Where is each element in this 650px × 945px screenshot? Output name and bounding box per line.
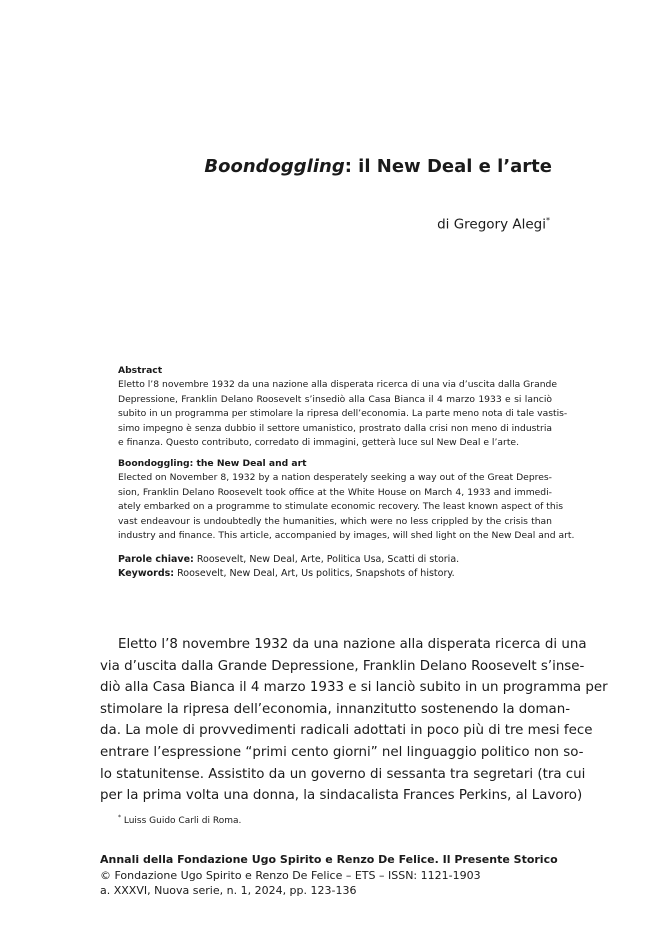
copyright-line: © Fondazione Ugo Spirito e Renzo De Felice – ETS – ISSN: 1121-1903 (100, 868, 481, 882)
abstract-heading: Abstract (118, 365, 163, 376)
keywords-en-value: Roosevelt, New Deal, Art, Us politics, Snapshots of history. (174, 568, 455, 579)
keywords-it-value: Roosevelt, New Deal, Arte, Politica Usa, Scatti di storia. (193, 554, 460, 565)
body-line: diò alla Casa Bianca il 4 marzo 1933 e si lanciò subito in un programma per (100, 680, 608, 696)
article-title (100, 156, 552, 177)
footnote-mark: * (118, 814, 121, 821)
body-line: per la prima volta una donna, la sindacalista Frances Perkins, al Lavoro) (100, 788, 583, 804)
page-footer (100, 852, 560, 899)
abstract-line: subito in un programma per stimolare la ripresa dell’economia. La parte meno nota di tale vastis- (118, 408, 568, 420)
abstract-line: simo impegno è senza dubbio il settore umanistico, prostrato dalla crisi non meno di industria (118, 422, 552, 434)
footnote (118, 814, 241, 826)
abstract-line: e finanza. Questo contributo, corredato di immagini, getterà luce sul New Deal e l’arte. (118, 437, 519, 449)
abstract-en-line: sion, Franklin Delano Roosevelt took office at the White House on March 4, 1933 and immedi- (118, 486, 552, 498)
body-line: stimolare la ripresa dell’economia, innanzitutto sostenendo la doman- (100, 701, 571, 717)
footnote-text: Luiss Guido Carli di Roma. (121, 816, 242, 826)
body-text (100, 634, 608, 807)
author-name: di Gregory Alegi (437, 216, 546, 233)
issue-line: a. XXXVI, Nuova serie, n. 1, 2024, pp. 123-136 (100, 884, 357, 897)
abstract-italian (118, 364, 568, 450)
keywords-it-label: Parole chiave: (118, 554, 194, 565)
journal-name: Annali della Fondazione Ugo Spirito e Renzo De Felice. Il Presente Storico (100, 853, 558, 866)
abstract-en-line: industry and finance. This article, accompanied by images, will shed light on the New Deal and art. (118, 530, 575, 542)
title-italic: Boondoggling (204, 156, 345, 177)
body-line: da. La mole di provvedimenti radicali adottati in poco più di tre mesi fece (100, 723, 593, 739)
body-line: Eletto l’8 novembre 1932 da una nazione alla disperata ricerca di una (118, 637, 587, 652)
abstract-english (118, 457, 575, 543)
abstract-en-line: Elected on November 8, 1932 by a nation desperately seeking a way out of the Great Depres- (118, 472, 552, 484)
abstract-line: Depressione, Franklin Delano Roosevelt s’insediò alla Casa Bianca il 4 marzo 1933 e si lanciò (118, 393, 552, 405)
abstract-line: Eletto l’8 novembre 1932 da una nazione alla disperata ricerca di una via d’uscita dalla Grande (118, 379, 558, 391)
title-rest: : il New Deal e l’arte (344, 156, 552, 177)
author-footnote-mark: * (546, 216, 550, 225)
keywords-italian (118, 553, 558, 567)
keywords-en-label: Keywords: (118, 568, 175, 579)
body-line: entrare l’espressione “primi cento giorni” nel linguaggio politico non so- (100, 744, 584, 760)
abstract-en-line: vast endeavour is undoubtedly the humanities, which were no less crippled by the crisis than (118, 515, 552, 527)
author-line (100, 216, 550, 233)
keywords-english (118, 567, 558, 581)
abstract-en-line: ately embarked on a programme to stimulate economic recovery. The least known aspect of this (118, 501, 564, 513)
body-line: via d’uscita dalla Grande Depressione, Franklin Delano Roosevelt s’inse- (100, 658, 585, 674)
abstract-en-heading: Boondoggling: the New Deal and art (118, 458, 307, 469)
body-line: lo statunitense. Assistito da un governo di sessanta tra segretari (tra cui (100, 766, 586, 782)
